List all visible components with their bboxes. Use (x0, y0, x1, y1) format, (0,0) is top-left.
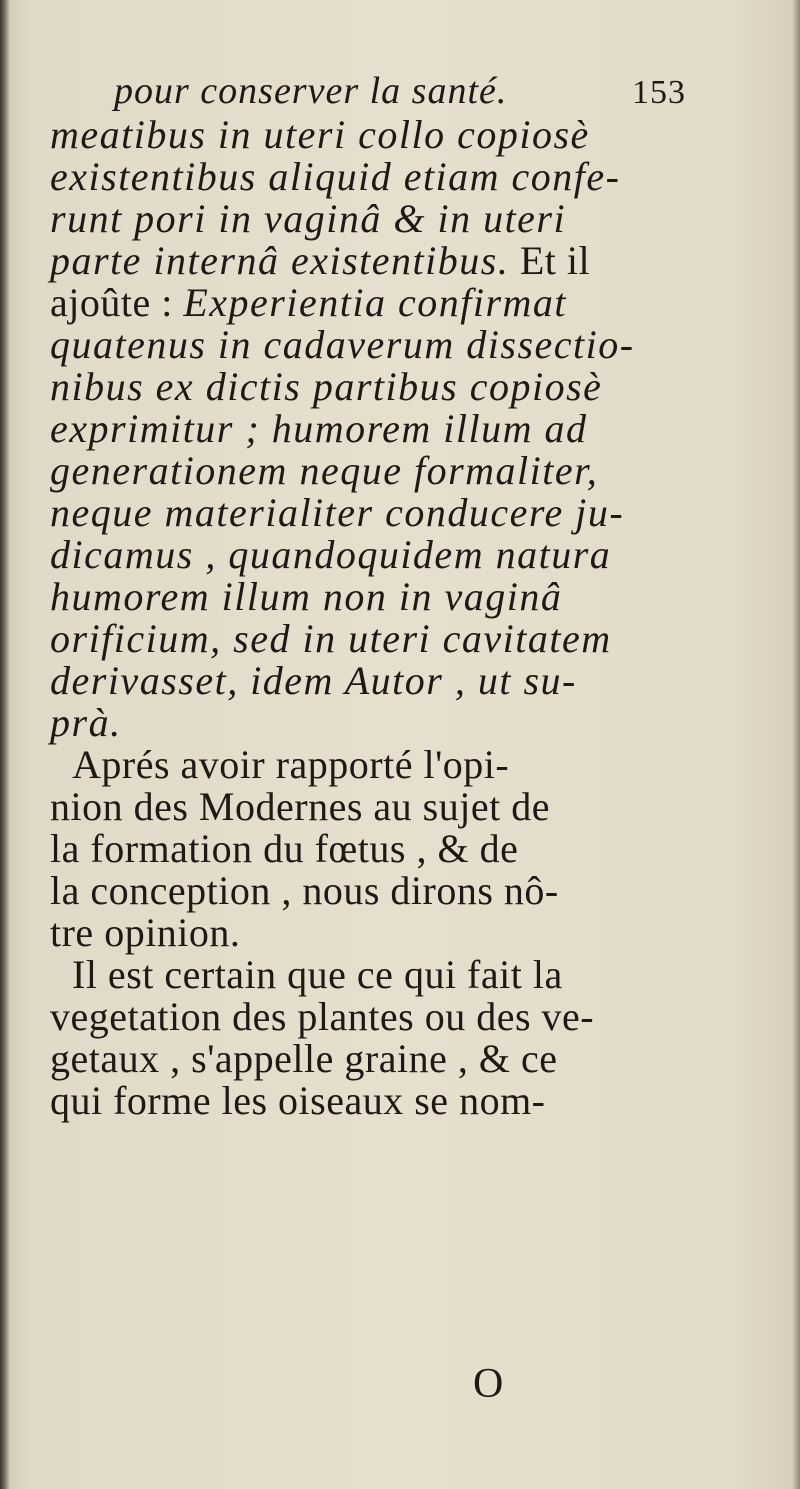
body-lines (50, 114, 750, 1122)
text-line (50, 954, 750, 996)
line-text: parte internâ existentibus. (50, 238, 510, 283)
line-text: qui forme les oiseaux se nom- (50, 1078, 546, 1123)
text-line (50, 870, 750, 912)
line-text: nion des Modernes au sujet de (50, 784, 550, 829)
line-text: runt pori in vaginâ & in uteri (50, 196, 567, 241)
line-text: getaux , s'appelle graine , & ce (50, 1036, 558, 1081)
line-text: nibus ex dictis partibus copiosè (50, 364, 603, 409)
text-line (50, 450, 750, 492)
line-text: existentibus aliquid etiam confe- (50, 154, 621, 199)
text-line (50, 1080, 750, 1122)
page-binding-shadow (0, 0, 10, 1489)
running-header (50, 70, 686, 114)
line-text: generationem neque formaliter, (50, 448, 599, 493)
text-line (50, 828, 750, 870)
line-text: vegetation des plantes ou des ve- (50, 994, 595, 1039)
page-number: 153 (632, 74, 686, 111)
line-text: dicamus , quandoquidem natura (50, 532, 612, 577)
page-edge-shadow (792, 0, 800, 1489)
text-line (50, 240, 750, 282)
line-text: la conception , nous dirons nô- (50, 868, 559, 913)
line-text: meatibus in uteri collo copiosè (50, 112, 590, 157)
text-line (50, 786, 750, 828)
text-line (50, 996, 750, 1038)
line-text: prà. (50, 700, 122, 745)
line-text: neque materialiter conducere ju- (50, 490, 625, 535)
text-line (50, 618, 750, 660)
line-text: derivasset, idem Autor , ut su- (50, 658, 577, 703)
line-text: Il est certain que ce qui fait la (72, 952, 563, 997)
line-text: quatenus in cadaverum dissectio- (50, 322, 635, 367)
line-text: ajoûte : (50, 280, 184, 325)
text-line (50, 660, 750, 702)
text-line (50, 702, 750, 744)
text-line (50, 492, 750, 534)
text-line (50, 576, 750, 618)
running-title: pour conserver la santé. (114, 70, 508, 112)
text-line (50, 366, 750, 408)
text-line (50, 744, 750, 786)
text-line (50, 1038, 750, 1080)
text-line (50, 912, 750, 954)
page-text (50, 70, 750, 1122)
line-text: humorem illum non in vaginâ (50, 574, 563, 619)
line-text-tail: Et il (509, 238, 591, 283)
text-line (50, 114, 750, 156)
text-line (50, 198, 750, 240)
line-text: orificium, sed in uteri cavitatem (50, 616, 612, 661)
line-text: la formation du fœtus , & de (50, 826, 519, 871)
text-line (50, 534, 750, 576)
line-text: Aprés avoir rapporté l'opi- (72, 742, 510, 787)
catchword: O (473, 1361, 504, 1407)
line-text-tail: Experientia confirmat (183, 280, 568, 325)
text-line (50, 408, 750, 450)
line-text: tre opinion. (50, 910, 241, 955)
text-line (50, 324, 750, 366)
line-text: exprimitur ; humorem illum ad (50, 406, 588, 451)
text-line (50, 282, 750, 324)
text-line (50, 156, 750, 198)
